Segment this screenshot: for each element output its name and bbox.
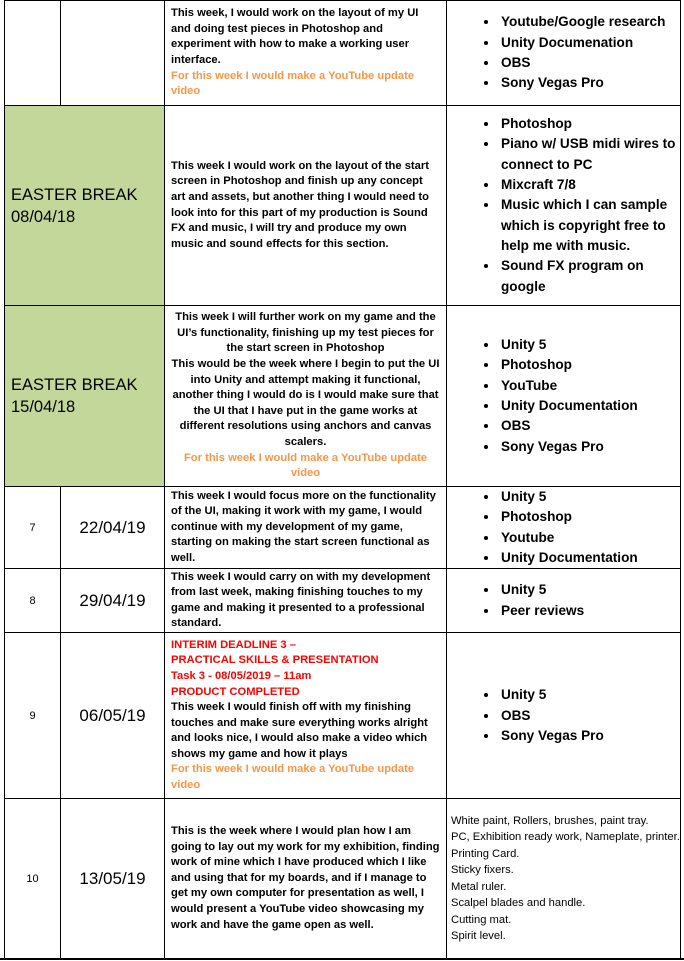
youtube-update-note: For this week I would make a YouTube update video <box>183 451 428 480</box>
table-row <box>5 487 681 569</box>
deadline-heading: INTERIM DEADLINE 3 – <box>171 638 296 651</box>
resource-item: • Sony Vegas Pro <box>499 437 680 457</box>
description-text: This week I would work on the layout of the start screen in Photoshop and finish up any concept art and assets, but another thing I would need to look into for this part of my production is Sound FX and music, I will try and produce my own music and sound effects for this section. <box>171 159 429 250</box>
resource-item: • Unity 5 <box>499 685 680 705</box>
resource-line: Cutting mat. <box>451 913 512 926</box>
table-row <box>5 799 681 959</box>
week-number-cell <box>5 1 61 106</box>
description-cell <box>165 633 447 799</box>
youtube-update-note: For this week I would make a YouTube update video <box>171 763 415 792</box>
description-text: This week I would carry on with my development from last week, making finishing touches to my game and making it presented to a professional standard. <box>171 570 431 630</box>
resource-item: • Unity 5 <box>499 487 680 507</box>
table-row <box>5 1 681 106</box>
resources-cell <box>447 569 681 633</box>
resource-item: • Youtube <box>499 528 680 548</box>
resources-cell <box>447 487 681 569</box>
resource-line: Printing Card. <box>451 847 520 860</box>
resource-item: • Sony Vegas Pro <box>499 726 680 746</box>
youtube-update-note: For this week I would make a YouTube update video <box>171 69 415 98</box>
table-row <box>5 106 681 306</box>
resources-cell <box>447 1 681 106</box>
resource-item: • Unity 5 <box>499 580 680 600</box>
week-label: EASTER BREAK <box>11 185 138 204</box>
resource-line: PC, Exhibition ready work, Nameplate, printer. <box>451 831 680 844</box>
week-number-cell: 8 <box>5 569 61 633</box>
easter-break-cell <box>5 306 165 487</box>
week-label: EASTER BREAK <box>11 376 138 394</box>
week-number-cell: 7 <box>5 487 61 569</box>
week-date-cell: 22/04/19 <box>61 487 165 569</box>
table-row <box>5 306 681 487</box>
resource-item: • Piano w/ USB midi wires to connect to PC <box>499 134 680 175</box>
resource-item: • Music which I can sample which is copyright free to help me with music. <box>499 195 680 256</box>
description-text: This week I will further work on my game and the UI’s functionality, finishing up my test pieces for the start screen in Photoshop <box>175 311 436 355</box>
easter-break-cell <box>5 106 165 306</box>
resource-line: White paint, Rollers, brushes, paint tray. <box>451 814 649 827</box>
description-cell <box>165 799 447 959</box>
page-bottom-rule <box>0 958 684 960</box>
resources-cell <box>447 306 681 487</box>
description-text: This week, I would work on the layout of my UI and doing test pieces in Photoshop and experiment with how to make a working user interface. <box>171 7 419 66</box>
resource-item: • Unity Documenation <box>499 33 680 53</box>
deadline-heading: PRACTICAL SKILLS & PRESENTATION <box>171 654 379 667</box>
resources-cell <box>447 799 681 959</box>
description-text: This is the week where I would plan how I am going to lay out my work for my exhibition, finding work of mine which I have produced which I like and using that for my boards, and if I manage to get my own computer for presentation as well, I would present a YouTube video showcasing my work and have the game open as well. <box>171 825 440 931</box>
description-cell <box>165 487 447 569</box>
resource-line: Scalpel blades and handle. <box>451 897 586 910</box>
resource-item: • YouTube <box>499 376 680 396</box>
description-text: This week I would focus more on the functionality of the UI, making it work with my game, I would continue with my development of my game, starting on making the start screen functional as well. <box>171 489 436 564</box>
description-cell <box>165 1 447 106</box>
deadline-heading: PRODUCT COMPLETED <box>171 685 300 698</box>
week-date-cell: 13/05/19 <box>61 799 165 959</box>
description-cell <box>165 106 447 306</box>
resource-item: • Photoshop <box>499 355 680 375</box>
week-date-cell <box>61 1 165 106</box>
resource-item: • Photoshop <box>499 507 680 527</box>
resources-cell <box>447 633 681 799</box>
week-date-cell: 06/05/19 <box>61 633 165 799</box>
production-plan-table <box>4 0 681 959</box>
resource-item: • Mixcraft 7/8 <box>499 175 680 195</box>
week-date: 15/04/18 <box>11 398 76 416</box>
resource-item: • Photoshop <box>499 114 680 134</box>
resource-item: • OBS <box>499 706 680 726</box>
description-cell <box>165 306 447 487</box>
week-number-cell: 10 <box>5 799 61 959</box>
resources-cell <box>447 106 681 306</box>
resource-item: • OBS <box>499 53 680 73</box>
week-number-cell: 9 <box>5 633 61 799</box>
resource-item: • Sound FX program on google <box>499 256 680 297</box>
resource-item: • Sony Vegas Pro <box>499 73 680 93</box>
table-row <box>5 569 681 633</box>
resource-line: Metal ruler. <box>451 880 507 893</box>
resource-line: Spirit level. <box>451 930 506 943</box>
resource-item: • Peer reviews <box>499 601 680 621</box>
resource-item: • Unity 5 <box>499 335 680 355</box>
description-text: This would be the week where I begin to put the UI into Unity and attempt making it functional, another thing I would do is I would make sure that the UI that I have put in the game works at different resolutions using anchors and canvas scalers. <box>171 358 440 448</box>
week-date-cell: 29/04/19 <box>61 569 165 633</box>
week-date: 08/04/18 <box>11 207 76 226</box>
table-row <box>5 633 681 799</box>
description-text: This week I would finish off with my finishing touches and make sure everything works alright and looks nice, I would also make a video which shows my game and how it plays <box>171 701 428 760</box>
deadline-heading: Task 3 - 08/05/2019 – 11am <box>171 669 312 682</box>
resource-line: Sticky fixers. <box>451 864 514 877</box>
description-cell <box>165 569 447 633</box>
resource-item: • Youtube/Google research <box>499 12 680 32</box>
resource-item: • Unity Documentation <box>499 396 680 416</box>
resource-item: • OBS <box>499 416 680 436</box>
resource-item: • Unity Documentation <box>499 548 680 568</box>
